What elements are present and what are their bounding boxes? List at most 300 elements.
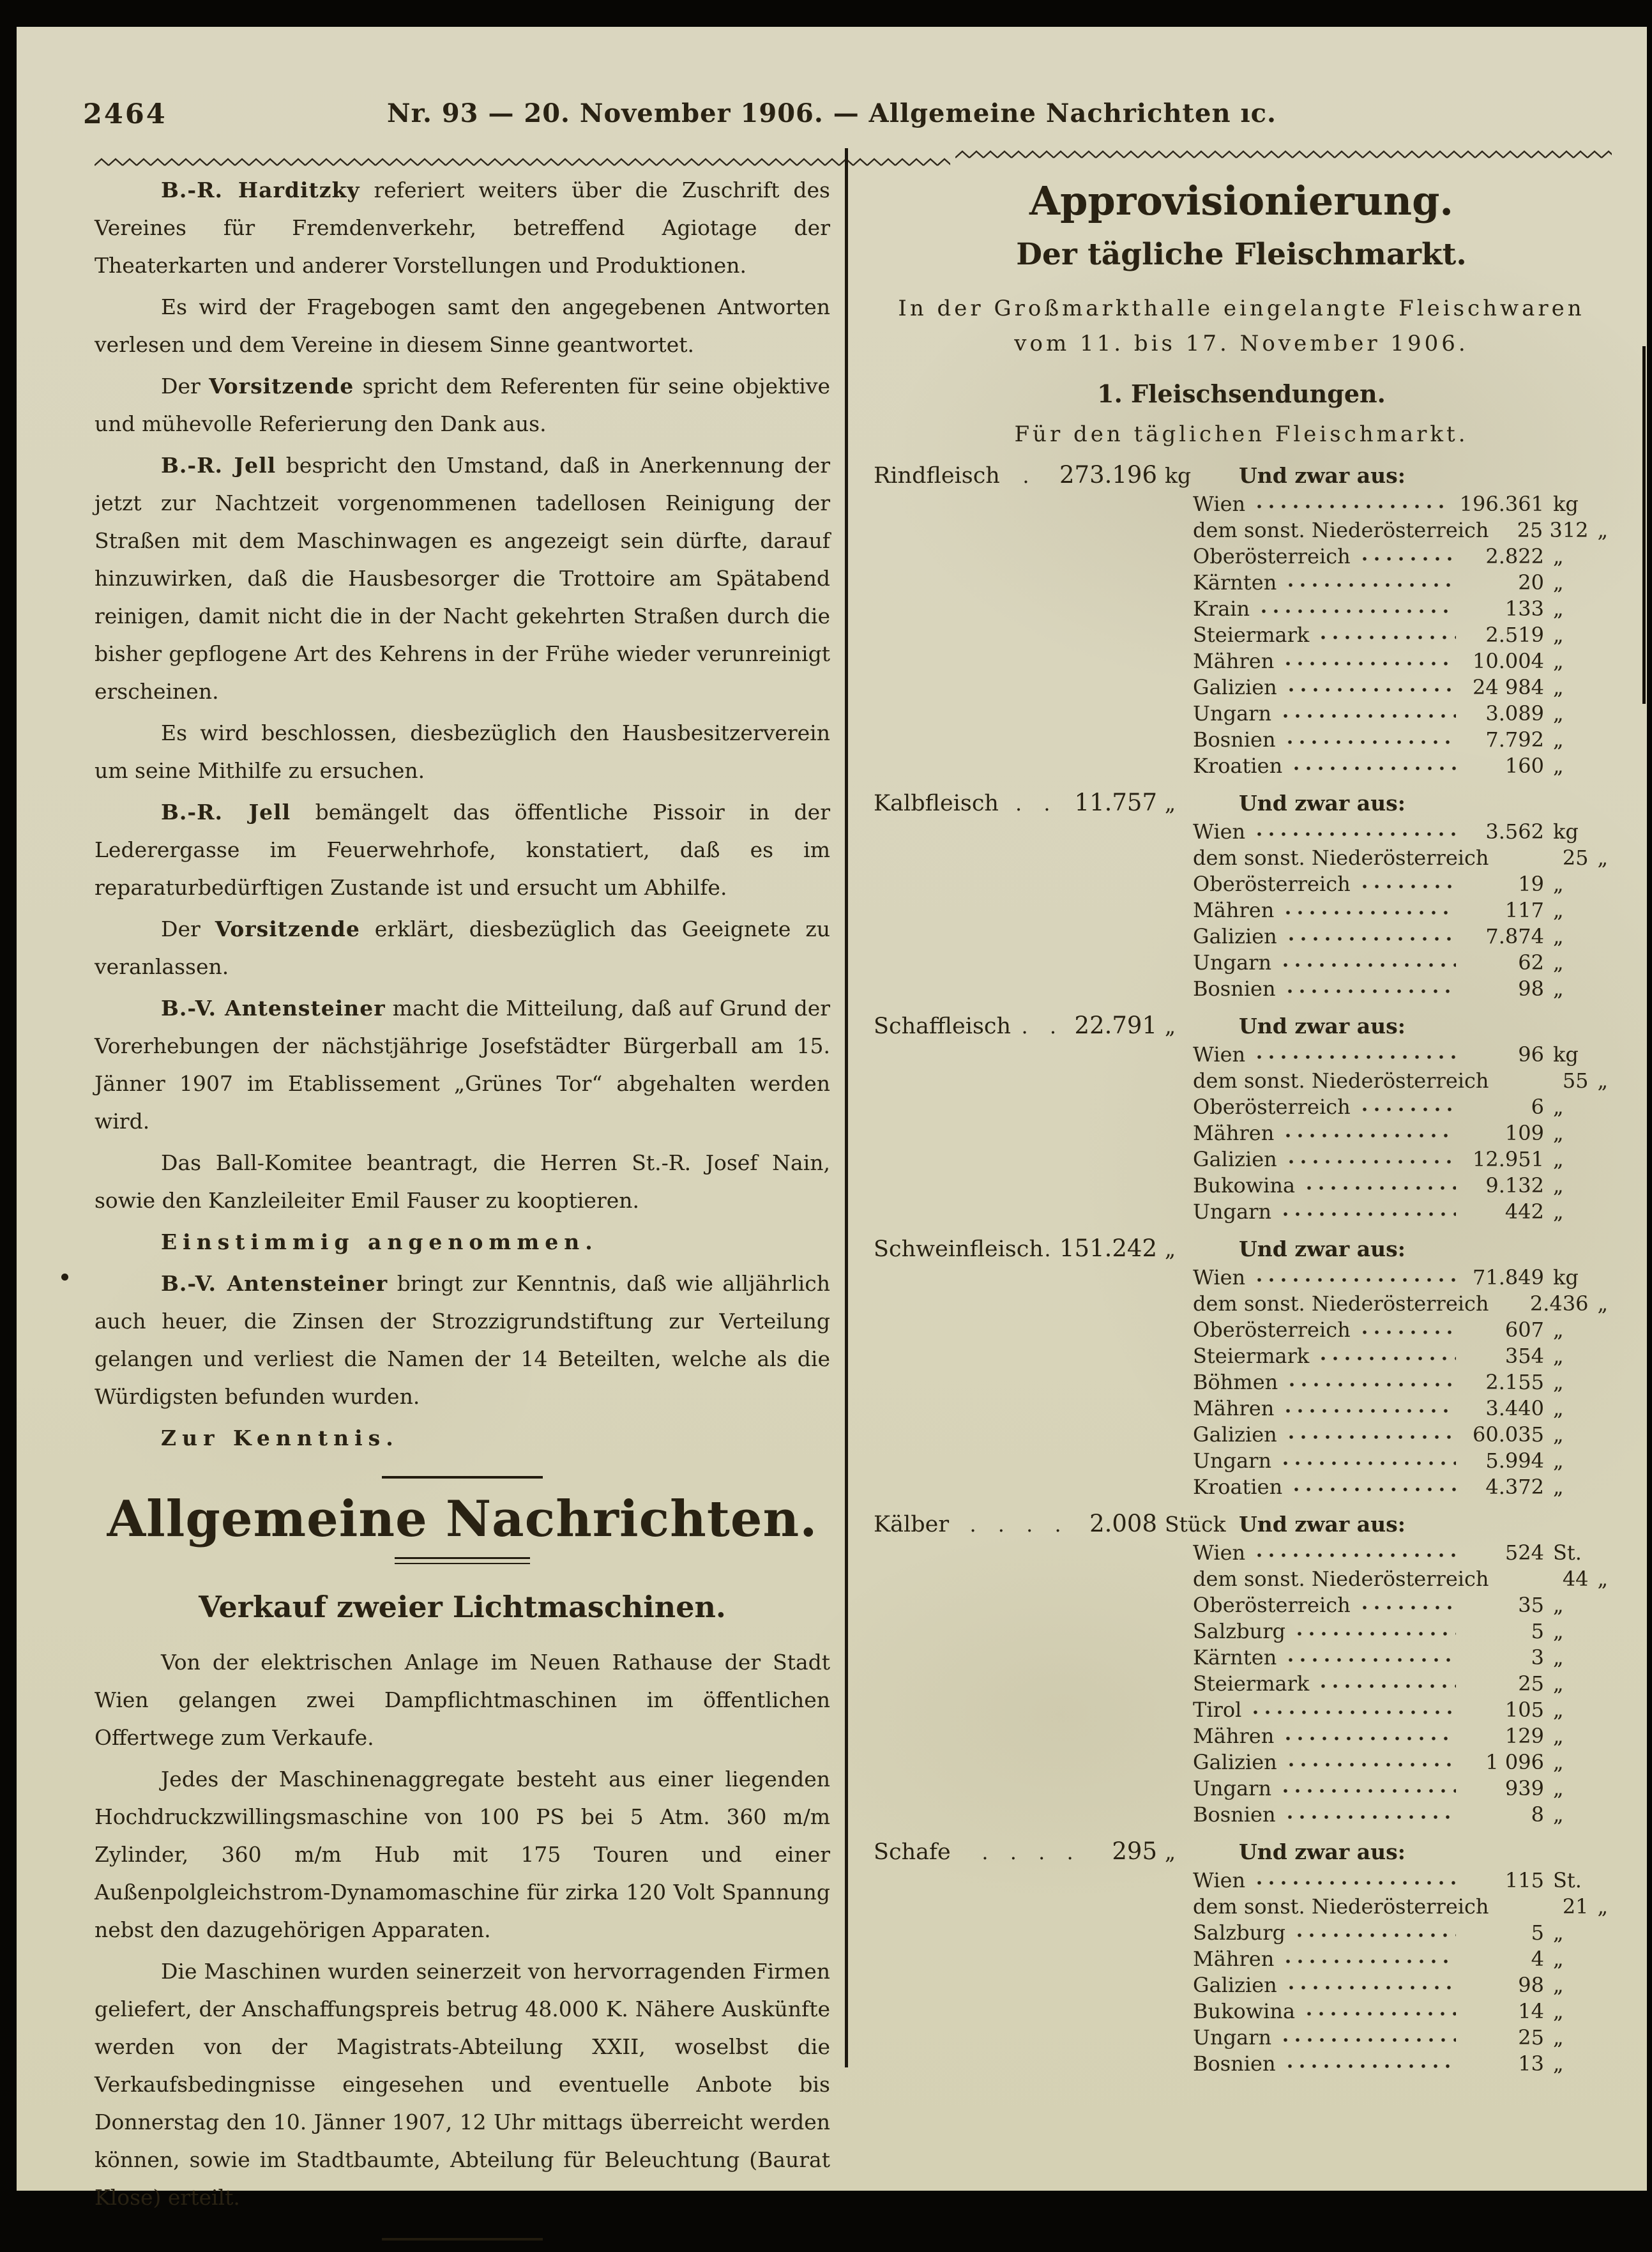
- right-column: [874, 171, 1609, 2078]
- origin-amount: 13: [1518, 2051, 1544, 2076]
- origin-amount: 160: [1504, 754, 1544, 778]
- leader-dots: [1289, 687, 1456, 693]
- origin-unit: „: [1553, 623, 1564, 647]
- origin-unit: „: [1553, 1199, 1564, 1224]
- paragraph: Es wird beschlossen, diesbezüglich den Hausbesitzerverein um seine Mithilfe zu ersuchen.: [95, 720, 830, 783]
- leader-dots: [1362, 1605, 1456, 1611]
- origin-amount: 3.562: [1485, 819, 1544, 844]
- origin-amount: 25: [1518, 1671, 1544, 1696]
- origin-name: Mähren: [1193, 649, 1275, 673]
- leader-dots: [1283, 1212, 1456, 1217]
- origin-row: [874, 1921, 1609, 1947]
- origin-amount: 2.519: [1485, 623, 1544, 647]
- origin-amount: 21: [1562, 1894, 1589, 1919]
- origin-unit: kg: [1553, 1265, 1579, 1290]
- origin-amount: 3: [1531, 1645, 1544, 1670]
- origin-row: [874, 1265, 1609, 1291]
- origin-unit: „: [1597, 1567, 1609, 1591]
- origin-rows: [874, 1265, 1609, 1501]
- speaker-name: Vorsitzende: [215, 917, 360, 941]
- origin-name: dem sonst. Niederösterreich: [1193, 1291, 1489, 1316]
- origin-name: Mähren: [1193, 898, 1275, 922]
- origin-amount: 133: [1504, 597, 1544, 621]
- meat-group-header: [874, 1235, 1609, 1265]
- total-unit: „: [1165, 1236, 1176, 1261]
- meat-group-total: [874, 461, 1231, 489]
- leader-dots: [1287, 2064, 1456, 2069]
- origin-row: [874, 1396, 1609, 1422]
- leader-dots: [1283, 962, 1456, 968]
- origin-amount: 25: [1518, 2025, 1544, 2050]
- origin-name: dem sonst. Niederösterreich: [1193, 1894, 1489, 1919]
- column-divider-rule: [845, 148, 848, 2067]
- origin-unit: „: [1553, 1947, 1564, 1971]
- leader-dots: [1321, 1356, 1456, 1362]
- leader-dots: [1257, 1880, 1456, 1886]
- origin-amount: 7.792: [1485, 727, 1544, 752]
- fleischsendungen-heading: 1. Fleischsendungen.: [1097, 379, 1386, 408]
- origin-name: Galizien: [1193, 1973, 1277, 1997]
- origin-unit: „: [1553, 977, 1564, 1001]
- origin-row: [874, 1173, 1609, 1199]
- leader-dots: [1283, 1461, 1456, 1466]
- origin-unit: „: [1553, 2051, 1564, 2076]
- origin-amount: 607: [1504, 1318, 1544, 1342]
- origin-rows: [874, 1868, 1609, 2078]
- origin-amount: 4.372: [1485, 1475, 1544, 1499]
- origin-name: Steiermark: [1193, 1671, 1310, 1696]
- total-amount: 2.008: [1089, 1510, 1157, 1537]
- origin-name: Steiermark: [1193, 623, 1310, 647]
- origin-unit: „: [1553, 1173, 1564, 1198]
- origin-amount: 115: [1504, 1868, 1544, 1892]
- leader-dots: . .: [1021, 1014, 1065, 1039]
- origin-name: Tirol: [1193, 1698, 1242, 1722]
- origin-name: Bosnien: [1193, 727, 1276, 752]
- meat-type-label: Kälber: [874, 1512, 950, 1537]
- origin-unit: „: [1553, 1671, 1564, 1696]
- und-zwar-label: Und zwar aus:: [1239, 1014, 1406, 1039]
- origin-row: [874, 924, 1609, 950]
- meat-group-total: [874, 1837, 1231, 1865]
- origin-amount: 60.035: [1473, 1422, 1544, 1447]
- meat-group: [874, 1012, 1609, 1226]
- origin-row: [874, 1999, 1609, 2025]
- resolution-line: Einstimmig angenommen.: [161, 1229, 598, 1254]
- origin-unit: „: [1553, 1370, 1564, 1394]
- origin-row: [874, 518, 1609, 544]
- meat-group-total: [874, 789, 1231, 816]
- origin-row: [874, 1802, 1609, 1829]
- origin-row: [874, 1318, 1609, 1344]
- meat-group: [874, 1510, 1609, 1829]
- und-zwar-label: Und zwar aus:: [1239, 1236, 1406, 1261]
- origin-name: Ungarn: [1193, 1449, 1272, 1473]
- leader-dots: [1362, 1330, 1456, 1335]
- origin-row: [874, 1567, 1609, 1593]
- leader-dots: [1297, 1933, 1456, 1938]
- origin-amount: 5: [1531, 1921, 1544, 1945]
- origin-unit: „: [1553, 1921, 1564, 1945]
- meat-type-label: Rindfleisch: [874, 463, 1000, 489]
- total-unit: kg: [1165, 463, 1192, 488]
- origin-unit: „: [1597, 518, 1609, 542]
- origin-row: [874, 1344, 1609, 1370]
- origin-amount: 196.361: [1459, 492, 1544, 516]
- leader-dots: [1307, 1185, 1456, 1191]
- origin-amount: 5: [1531, 1619, 1544, 1643]
- origin-name: dem sonst. Niederösterreich: [1193, 1567, 1489, 1591]
- left-column: [95, 171, 830, 2252]
- total-unit: „: [1165, 1839, 1176, 1864]
- origin-name: Kroatien: [1193, 1475, 1283, 1499]
- meat-group-header: [874, 461, 1609, 492]
- ink-speck: [61, 1274, 68, 1281]
- article-body: [95, 1643, 830, 2216]
- meat-type-label: Schafe: [874, 1839, 951, 1865]
- origin-name: Ungarn: [1193, 1776, 1272, 1800]
- meat-group-header: [874, 1837, 1609, 1868]
- origin-unit: „: [1553, 1396, 1564, 1420]
- origin-unit: „: [1597, 1894, 1609, 1919]
- leader-dots: [1289, 936, 1456, 942]
- origin-unit: „: [1553, 1095, 1564, 1119]
- origin-row: [874, 1042, 1609, 1069]
- origin-row: [874, 1947, 1609, 1973]
- origin-name: Galizien: [1193, 1750, 1277, 1774]
- meat-group-header: [874, 1012, 1609, 1042]
- leader-dots: [1294, 1487, 1456, 1493]
- origin-name: Oberösterreich: [1193, 1318, 1351, 1342]
- meat-type-label: Schaffleisch: [874, 1014, 1012, 1039]
- origin-unit: „: [1553, 701, 1564, 726]
- leader-dots: [1257, 1054, 1456, 1060]
- origin-row: [874, 1449, 1609, 1475]
- origin-row: [874, 1724, 1609, 1750]
- page-edge-line: [1642, 346, 1646, 704]
- paragraph: B.-R. Harditzky referiert weiters über die Zuschrift des Vereines für Fremdenverkehr, betreffend Agiotage der Theaterkarten und anderer Vorstellungen und Produktionen.: [95, 178, 830, 278]
- origin-unit: St.: [1553, 1868, 1582, 1892]
- origin-amount: 12.951: [1473, 1147, 1544, 1171]
- origin-row: [874, 1147, 1609, 1173]
- origin-amount: 19: [1518, 872, 1544, 896]
- origin-amount: 354: [1504, 1344, 1544, 1368]
- paragraph: Von der elektrischen Anlage im Neuen Rathause der Stadt Wien gelangen zwei Dampflichtmaschinen im öffentlichen Offertwege zum Verkaufe.: [95, 1650, 830, 1750]
- origin-name: Wien: [1193, 1541, 1246, 1565]
- leader-dots: [1321, 1684, 1456, 1689]
- origin-row: [874, 1541, 1609, 1567]
- origin-name: Krain: [1193, 597, 1250, 621]
- origin-amount: 6: [1531, 1095, 1544, 1119]
- origin-unit: „: [1553, 898, 1564, 922]
- leader-dots: [1289, 1159, 1456, 1165]
- origin-name: Mähren: [1193, 1947, 1275, 1971]
- section-heading: Allgemeine Nachrichten.: [107, 1490, 818, 1548]
- leader-dots: [1288, 582, 1456, 588]
- origin-unit: „: [1553, 1776, 1564, 1800]
- origin-amount: 3.089: [1485, 701, 1544, 726]
- page-number: 2464: [83, 98, 167, 130]
- origin-row: [874, 1370, 1609, 1396]
- origin-amount: 24 984: [1473, 675, 1544, 699]
- origin-row: [874, 898, 1609, 924]
- leader-dots: [1257, 1277, 1456, 1283]
- paragraph: B.-V. Antensteiner macht die Mitteilung, daß auf Grund der Vorerhebungen der nächstjährige Josefstädter Bürgerball am 15. Jänner 1907 im Etablissement „Grünes Tor“ abgehalten werden wird.: [95, 996, 830, 1134]
- origin-unit: „: [1553, 872, 1564, 896]
- leader-dots: [1362, 884, 1456, 890]
- origin-amount: 2.155: [1485, 1370, 1544, 1394]
- origin-row: [874, 872, 1609, 898]
- origin-name: Bosnien: [1193, 977, 1276, 1001]
- origin-unit: „: [1597, 846, 1609, 870]
- paragraph: Das Ball-Komitee beantragt, die Herren St.-R. Josef Nain, sowie den Kanzleileiter Emil Fauser zu kooptieren.: [95, 1150, 830, 1213]
- origin-name: Oberösterreich: [1193, 872, 1351, 896]
- origin-amount: 4: [1531, 1947, 1544, 1971]
- origin-amount: 20: [1518, 570, 1544, 595]
- speaker-name: B.-R. Jell: [161, 800, 291, 825]
- origin-row: [874, 701, 1609, 727]
- origin-name: Salzburg: [1193, 1921, 1285, 1945]
- leader-dots: . . . .: [969, 1512, 1069, 1537]
- origin-row: [874, 544, 1609, 570]
- total-unit: „: [1165, 1014, 1176, 1039]
- section-subline: Für den täglichen Fleischmarkt.: [1014, 422, 1469, 447]
- leader-dots: [1307, 2011, 1456, 2017]
- origin-rows: [874, 819, 1609, 1003]
- meat-market-table: [874, 461, 1609, 2078]
- leader-dots: [1257, 832, 1456, 837]
- leader-dots: [1362, 556, 1456, 562]
- origin-unit: „: [1553, 544, 1564, 568]
- speaker-name: B.-R. Jell: [161, 453, 277, 478]
- leader-dots: [1257, 1553, 1456, 1558]
- origin-name: Galizien: [1193, 924, 1277, 948]
- origin-amount: 35: [1518, 1593, 1544, 1617]
- origin-amount: 129: [1504, 1724, 1544, 1748]
- origin-unit: „: [1553, 754, 1564, 778]
- origin-row: [874, 623, 1609, 649]
- origin-amount: 7.874: [1485, 924, 1544, 948]
- origin-unit: „: [1553, 1619, 1564, 1643]
- origin-name: Ungarn: [1193, 2025, 1272, 2050]
- origin-name: Bukowina: [1193, 1173, 1296, 1198]
- origin-name: Wien: [1193, 819, 1246, 844]
- origin-unit: „: [1553, 1449, 1564, 1473]
- leader-dots: [1287, 989, 1456, 994]
- origin-amount: 62: [1518, 950, 1544, 975]
- article-heading: Verkauf zweier Lichtmaschinen.: [199, 1590, 726, 1624]
- origin-amount: 55: [1562, 1069, 1589, 1093]
- newspaper-page: [17, 27, 1647, 2210]
- origin-unit: „: [1553, 1973, 1564, 1997]
- meat-group-total: [874, 1012, 1231, 1039]
- meat-type-label: Schweinfleisch: [874, 1236, 1043, 1262]
- origin-name: Mähren: [1193, 1724, 1275, 1748]
- origin-amount: 71.849: [1473, 1265, 1544, 1290]
- origin-row: [874, 597, 1609, 623]
- origin-row: [874, 2051, 1609, 2078]
- origin-unit: „: [1553, 1422, 1564, 1447]
- origin-amount: 8: [1531, 1802, 1544, 1827]
- council-minutes: [95, 171, 830, 1219]
- origin-unit: „: [1553, 1147, 1564, 1171]
- origin-name: dem sonst. Niederösterreich: [1193, 1069, 1489, 1093]
- origin-name: Oberösterreich: [1193, 1593, 1351, 1617]
- origin-unit: „: [1597, 1069, 1609, 1093]
- heading-underline-rule: [395, 1557, 530, 1564]
- und-zwar-label: Und zwar aus:: [1239, 1512, 1406, 1537]
- origin-row: [874, 649, 1609, 675]
- origin-row: [874, 819, 1609, 846]
- leader-dots: [1283, 2037, 1456, 2043]
- origin-name: Kroatien: [1193, 754, 1283, 778]
- origin-row: [874, 675, 1609, 701]
- leader-dots: [1321, 635, 1456, 641]
- total-unit: Stück: [1165, 1512, 1226, 1537]
- origin-unit: „: [1553, 924, 1564, 948]
- origin-name: Kärnten: [1193, 570, 1277, 595]
- origin-row: [874, 846, 1609, 872]
- zigzag-divider: [95, 157, 950, 167]
- leader-dots: [1285, 910, 1456, 916]
- origin-amount: 1 096: [1485, 1750, 1544, 1774]
- origin-row: [874, 1475, 1609, 1501]
- origin-unit: „: [1553, 727, 1564, 752]
- origin-rows: [874, 1042, 1609, 1226]
- leader-dots: [1285, 1133, 1456, 1139]
- leader-dots: [1289, 1762, 1456, 1768]
- header-title: Nr. 93 — 20. November 1906. — Allgemeine Nachrichten ıc.: [387, 98, 1277, 128]
- origin-row: [874, 1776, 1609, 1802]
- origin-amount: 98: [1518, 1973, 1544, 1997]
- origin-row: [874, 1422, 1609, 1449]
- origin-name: Oberösterreich: [1193, 544, 1351, 568]
- origin-name: Oberösterreich: [1193, 1095, 1351, 1119]
- origin-amount: 939: [1504, 1776, 1544, 1800]
- origin-name: Wien: [1193, 1868, 1246, 1892]
- origin-name: dem sonst. Niederösterreich: [1193, 846, 1489, 870]
- origin-row: [874, 492, 1609, 518]
- origin-name: Galizien: [1193, 1422, 1277, 1447]
- und-zwar-label: Und zwar aus:: [1239, 463, 1406, 488]
- zur-kenntnis-line: Zur Kenntnis.: [161, 1426, 399, 1450]
- origin-name: Galizien: [1193, 675, 1277, 699]
- leader-dots: [1287, 1815, 1456, 1820]
- intro-line: In der Großmarkthalle eingelangte Fleischwaren: [898, 296, 1585, 321]
- speaker-name: B.-V. Antensteiner: [161, 996, 386, 1021]
- paragraph: Es wird der Fragebogen samt den angegebenen Antworten verlesen und dem Vereine in diesem Sinne geantwortet.: [95, 294, 830, 357]
- origin-unit: „: [1553, 1645, 1564, 1670]
- origin-name: Kärnten: [1193, 1645, 1277, 1670]
- origin-unit: „: [1553, 1750, 1564, 1774]
- origin-name: Wien: [1193, 1265, 1246, 1290]
- total-amount: 273.196: [1059, 461, 1157, 489]
- origin-unit: kg: [1553, 1042, 1579, 1067]
- approvisionierung-heading: Approvisionierung.: [1029, 178, 1454, 224]
- origin-unit: „: [1553, 1999, 1564, 2023]
- origin-name: Steiermark: [1193, 1344, 1310, 1368]
- leader-dots: [1283, 1788, 1456, 1794]
- origin-amount: 98: [1518, 977, 1544, 1001]
- total-amount: 22.791: [1074, 1012, 1157, 1039]
- origin-name: Ungarn: [1193, 950, 1272, 975]
- origin-unit: „: [1553, 1593, 1564, 1617]
- origin-row: [874, 950, 1609, 977]
- article-end-rule: [382, 2238, 543, 2241]
- origin-amount: 2.822: [1485, 544, 1544, 568]
- leader-dots: [1253, 1710, 1456, 1716]
- leader-dots: . . . .: [981, 1840, 1081, 1864]
- origin-unit: „: [1553, 1121, 1564, 1145]
- origin-row: [874, 1593, 1609, 1619]
- origin-unit: „: [1553, 1344, 1564, 1368]
- meat-group-header: [874, 789, 1609, 819]
- leader-dots: [1289, 1434, 1456, 1440]
- origin-amount: 96: [1518, 1042, 1544, 1067]
- leader-dots: .: [1022, 464, 1037, 488]
- origin-row: [874, 1121, 1609, 1147]
- origin-name: Galizien: [1193, 1147, 1277, 1171]
- leader-dots: .: [1044, 1237, 1059, 1261]
- leader-dots: [1289, 1382, 1456, 1388]
- origin-name: Mähren: [1193, 1121, 1275, 1145]
- meat-group: [874, 461, 1609, 780]
- total-amount: 151.242: [1059, 1235, 1157, 1262]
- meat-group-total: [874, 1235, 1231, 1262]
- origin-name: Böhmen: [1193, 1370, 1278, 1394]
- origin-row: [874, 1868, 1609, 1894]
- origin-unit: „: [1553, 1475, 1564, 1499]
- paragraph: Der Vorsitzende spricht dem Referenten für seine objektive und mühevolle Referierung den Dank aus.: [95, 374, 830, 436]
- total-amount: 295: [1112, 1837, 1157, 1865]
- paragraph: B.-R. Jell bespricht den Umstand, daß in Anerkennung der jetzt zur Nachtzeit vorgenommenen tadellosen Reinigung der Straßen mit dem Maschinwagen es angezeigt sein dürfte, darauf hinzuwirken, daß die Hausbesorger die Trottoire am Spätabend reinigen, damit nicht die in der Nacht gekehrten Straßen durch die bisher gepflogene Art des Kehrens in der Frühe wieder verunreinigt erscheinen.: [95, 453, 831, 704]
- leader-dots: [1285, 1408, 1456, 1414]
- origin-amount: 109: [1504, 1121, 1544, 1145]
- origin-row: [874, 977, 1609, 1003]
- origin-row: [874, 727, 1609, 754]
- speaker-name: B.-V. Antensteiner: [161, 1271, 388, 1296]
- leader-dots: [1297, 1631, 1456, 1637]
- origin-row: [874, 570, 1609, 597]
- origin-row: [874, 1619, 1609, 1645]
- speaker-name: Vorsitzende: [209, 374, 354, 399]
- origin-name: Ungarn: [1193, 1199, 1272, 1224]
- meat-group-header: [874, 1510, 1609, 1541]
- origin-row: [874, 1199, 1609, 1226]
- leader-dots: [1285, 1959, 1456, 1965]
- paragraph: Jedes der Maschinenaggregate besteht aus einer liegenden Hochdruckzwillingsmaschine von 100 PS bei 5 Atm. 360 m/m Zylinder, 360 m/m Hub mit 175 Touren und einer Außenpolgleichstrom-Dynamomaschine für zirka 120 Volt Spannung nebst den dazugehörigen Apparaten.: [95, 1767, 830, 1942]
- origin-unit: kg: [1553, 492, 1579, 516]
- origin-unit: „: [1553, 2025, 1564, 2050]
- origin-name: Mähren: [1193, 1396, 1275, 1420]
- fleischmarkt-heading: Der tägliche Fleischmarkt.: [1016, 237, 1467, 272]
- origin-amount: 524: [1504, 1541, 1544, 1565]
- leader-dots: [1289, 1985, 1456, 1991]
- zigzag-divider: [955, 149, 1612, 160]
- paragraph: Die Maschinen wurden seinerzeit von hervorragenden Firmen geliefert, der Anschaffungspreis betrug 48.000 K. Nähere Auskünfte werden von der Magistrats-Abteilung XXII, woselbst die Verkaufsbedingnisse eingesehen und eventuelle Anbote bis Donnerstag den 10. Jänner 1907, 12 Uhr mittags überreicht werden können, sowie im Stadtbaumte, Abteilung für Beleuchtung (Baurat Klose) erteilt.: [95, 1959, 830, 2210]
- leader-dots: . .: [1015, 791, 1058, 816]
- origin-row: [874, 1973, 1609, 1999]
- leader-dots: [1257, 504, 1451, 510]
- origin-row: [874, 1291, 1609, 1318]
- origin-name: Bosnien: [1193, 1802, 1276, 1827]
- total-amount: 11.757: [1074, 789, 1157, 816]
- leader-dots: [1288, 1657, 1456, 1663]
- origin-name: Wien: [1193, 1042, 1246, 1067]
- origin-unit: „: [1553, 597, 1564, 621]
- origin-name: Ungarn: [1193, 701, 1272, 726]
- leader-dots: [1261, 609, 1456, 614]
